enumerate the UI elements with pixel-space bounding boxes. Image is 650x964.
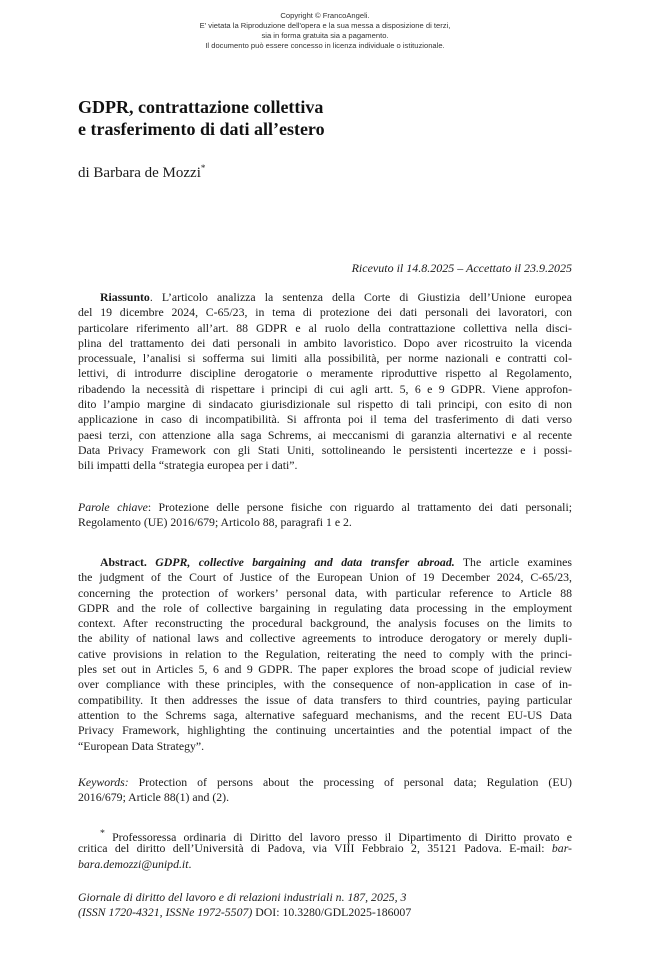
summary-line: applicazione in caso di incompatibilità. Si affronta poi il tema del trasferimento di dati verso bbox=[78, 412, 572, 427]
journal-line bbox=[78, 905, 572, 920]
journal-doi[interactable]: DOI: 10.3280/GDL2025-186007 bbox=[252, 905, 412, 920]
abstract-line: GDPR and the role of collective bargaining in regulating data processing in the employment bbox=[78, 600, 572, 615]
article-title bbox=[78, 96, 578, 140]
abstract-line: Privacy Framework, highlighting the continuing uncertainties and the potential impact of the bbox=[78, 723, 572, 738]
abstract-label: Abstract. bbox=[100, 555, 147, 569]
title-line: e trasferimento di dati all’estero bbox=[78, 119, 325, 139]
journal-issn: (ISSN 1720-4321, ISSNe 1972-5507) bbox=[78, 905, 253, 920]
keywords-label: Keywords: bbox=[78, 775, 129, 789]
email-link-part[interactable]: bara.demozzi@unipd.it bbox=[78, 856, 189, 871]
keywords-line bbox=[78, 500, 572, 515]
abstract-line: ples set out in Articles 5, 6 and 9 GDPR. The paper explores the broad scope of judicial review bbox=[78, 662, 572, 677]
abstract-line: the judgment of the Court of Justice of the European Union of 19 December 2024, C-65/23, bbox=[78, 570, 572, 585]
abstract-text: The article examines bbox=[454, 555, 572, 569]
abstract-line: over compliance with these principles, with the consequence of non-application in case of in- bbox=[78, 677, 572, 692]
keywords-it-section bbox=[78, 500, 572, 531]
abstract-title: GDPR, collective bargaining and data transfer abroad. bbox=[155, 555, 455, 569]
summary-line: processuale, l’analisi si sofferma sui limiti alla possibilità, per norme nazionali e contratti col- bbox=[78, 351, 572, 366]
journal-line bbox=[78, 890, 572, 905]
summary-line: plina del trattamento dei dati personali in ambito lavoristico. Dopo aver ricostruito la vicenda bbox=[78, 335, 572, 350]
abstract-section bbox=[78, 555, 572, 754]
summary-line: ribadendo la necessità di rispettare i principi di cui agli artt. 5, 6 e 9 GDPR. Viene approfon- bbox=[78, 381, 572, 396]
footnote-line bbox=[78, 826, 572, 844]
author-line bbox=[78, 163, 205, 182]
author-footnote bbox=[78, 826, 572, 872]
keywords-line: 2016/679; Article 88(1) and (2). bbox=[78, 790, 230, 805]
summary-line bbox=[78, 290, 572, 305]
footnote-marker: * bbox=[100, 828, 105, 839]
received-accepted-dates: Ricevuto il 14.8.2025 – Accettato il 23.9.2025 bbox=[351, 261, 572, 275]
abstract-line: context. After reconstructing the procedural background, the analysis focuses on the limits to bbox=[78, 616, 572, 631]
summary-line: lettivi, di introdurre discipline derogatorie o meramente riproduttive rispetto al Regolamento, bbox=[78, 366, 572, 381]
journal-info bbox=[78, 890, 572, 921]
abstract-line: cative provisions in relation to the Regulation, reiterating the need to comply with the princi- bbox=[78, 646, 572, 661]
copyright-line: sia in forma gratuita sia a pagamento. bbox=[261, 31, 389, 40]
footnote-line bbox=[78, 857, 572, 872]
summary-line: Data Privacy Framework con gli Stati Uniti, sottolineando le persistenti incertezze e i possi- bbox=[78, 442, 572, 457]
keywords-label: Parole chiave bbox=[78, 500, 148, 514]
footnote-text: . bbox=[188, 856, 192, 871]
summary-section bbox=[78, 290, 572, 474]
copyright-line: Il documento può essere concesso in licenza individuale o istituzionale. bbox=[205, 41, 445, 50]
keywords-text: Protection of persons about the processing of personal data; Regulation (EU) bbox=[128, 775, 572, 789]
summary-text: . L’articolo analizza la sentenza della Corte di Giustizia dell’Unione europea bbox=[149, 290, 572, 304]
abstract-line: concerning the protection of workers’ personal data, with particular reference to Article 88 bbox=[78, 585, 572, 600]
abstract-line bbox=[78, 555, 572, 570]
footnote-text: Professoressa ordinaria di Diritto del lavoro presso il Dipartimento di Diritto provato e bbox=[104, 829, 572, 844]
abstract-line: attention to the Schrems saga, alternative safeguard mechanisms, and the recent EU-US Data bbox=[78, 707, 572, 722]
keywords-line bbox=[78, 775, 572, 790]
email-link-part[interactable]: bar- bbox=[551, 841, 572, 856]
copyright-line: E' vietata la Riproduzione dell'opera e la sua messa a disposizione di terzi, bbox=[199, 21, 451, 30]
summary-line: del 19 dicembre 2024, C-65/23, in tema di protezione dei dati personali dei lavoratori, con bbox=[78, 305, 572, 320]
summary-line: bili impatti della “strategia europea per i dati”. bbox=[78, 458, 298, 473]
author-name: di Barbara de Mozzi bbox=[78, 165, 201, 181]
keywords-en-section bbox=[78, 775, 572, 806]
copyright-line: Copyright © FrancoAngeli. bbox=[280, 11, 370, 20]
journal-name: Giornale di diritto del lavoro e di relazioni industriali n. 187, 2025, 3 bbox=[78, 890, 407, 904]
abstract-line: “European Data Strategy”. bbox=[78, 738, 205, 753]
footnote-text: critica del diritto dell’Università di Padova, via VIII Febbraio 2, 35121 Padova. E-mail: bbox=[78, 841, 552, 856]
summary-line: paesi terzi, con attenzione alla saga Schrems, ai meccanismi di garanzia alternativi e al recente bbox=[78, 427, 572, 442]
keywords-text: : Protezione delle persone fisiche con riguardo al trattamento dei dati personali; bbox=[147, 500, 573, 514]
abstract-line: the ability of national laws and collective agreements to introduce derogatory or merely dupli- bbox=[78, 631, 572, 646]
summary-line: particolare riferimento all’art. 88 GDPR e al ruolo della contrattazione collettiva nella disci- bbox=[78, 320, 572, 335]
copyright-notice bbox=[0, 11, 650, 51]
summary-label: Riassunto bbox=[100, 290, 150, 304]
footnote-marker: * bbox=[200, 163, 206, 173]
title-line: GDPR, contrattazione collettiva bbox=[78, 97, 324, 117]
abstract-line: compatibility. It then addresses the issue of data transfers to third countries, paying particular bbox=[78, 692, 572, 707]
footnote-line bbox=[78, 841, 572, 856]
keywords-line: Regolamento (UE) 2016/679; Articolo 88, paragrafi 1 e 2. bbox=[78, 515, 352, 530]
summary-line: dito l’ampio margine di sindacato giurisdizionale sul rispetto di tali principi, con esito di non bbox=[78, 397, 572, 412]
